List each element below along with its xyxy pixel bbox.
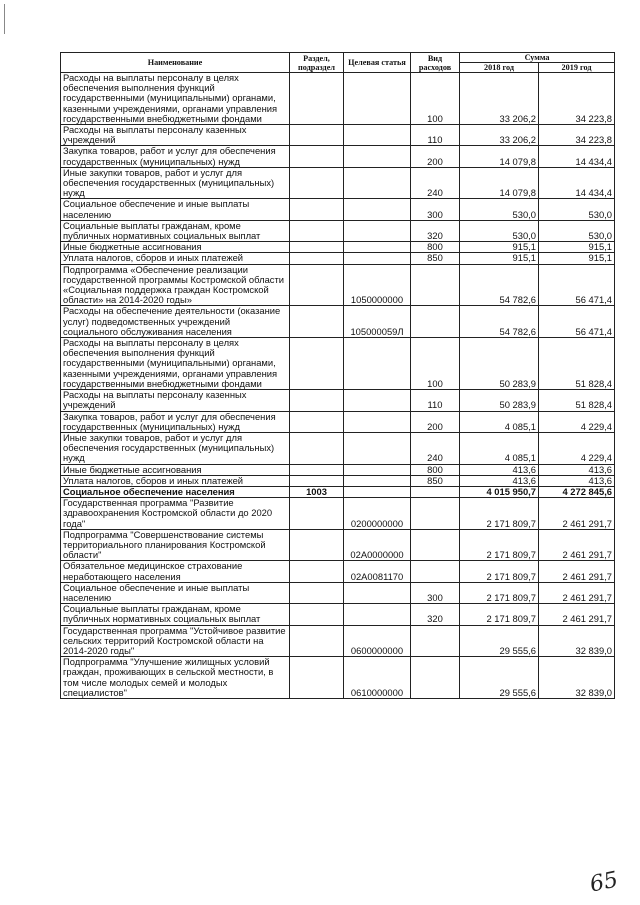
table-row bbox=[61, 657, 615, 699]
row-sum-2019: 2 461 291,7 bbox=[539, 582, 615, 603]
row-sum-2019: 32 839,0 bbox=[539, 657, 615, 699]
row-name: Иные бюджетные ассигнования bbox=[61, 242, 290, 253]
table-row bbox=[61, 390, 615, 411]
table-row bbox=[61, 464, 615, 475]
row-sum-2018: 4 015 950,7 bbox=[460, 486, 539, 497]
row-sum-2018: 2 171 809,7 bbox=[460, 582, 539, 603]
row-sum-2019: 4 272 845,6 bbox=[539, 486, 615, 497]
table-row bbox=[61, 242, 615, 253]
row-name: Социальные выплаты гражданам, кроме публичных нормативных социальных выплат bbox=[61, 220, 290, 241]
table-row bbox=[61, 125, 615, 146]
row-type: 200 bbox=[411, 411, 460, 432]
row-article bbox=[344, 125, 411, 146]
row-name: Социальное обеспечение и иные выплаты населению bbox=[61, 199, 290, 220]
row-name: Подпрограмма "Улучшение жилищных условий граждан, проживающих в сельской местности, в том числе молодых семей и молодых специалистов" bbox=[61, 657, 290, 699]
row-sum-2019: 2 461 291,7 bbox=[539, 561, 615, 582]
row-sum-2018: 413,6 bbox=[460, 475, 539, 486]
row-type bbox=[411, 561, 460, 582]
row-article bbox=[344, 411, 411, 432]
table-row bbox=[61, 220, 615, 241]
row-type: 850 bbox=[411, 475, 460, 486]
row-type bbox=[411, 486, 460, 497]
row-type: 800 bbox=[411, 464, 460, 475]
row-section bbox=[290, 529, 344, 561]
row-article bbox=[344, 390, 411, 411]
row-article: 0600000000 bbox=[344, 625, 411, 657]
row-name: Иные закупки товаров, работ и услуг для обеспечения государственных (муниципальных) нужд bbox=[61, 432, 290, 464]
row-name: Закупка товаров, работ и услуг для обеспечения государственных (муниципальных) нужд bbox=[61, 411, 290, 432]
row-name: Подпрограмма "Совершенствование системы территориального планирования Костромской области" bbox=[61, 529, 290, 561]
row-type: 200 bbox=[411, 146, 460, 167]
row-name: Государственная программа "Развитие здравоохранения Костромской области до 2020 года" bbox=[61, 498, 290, 530]
header-name: Наименование bbox=[61, 53, 290, 73]
table-row bbox=[61, 432, 615, 464]
row-sum-2018: 2 171 809,7 bbox=[460, 498, 539, 530]
row-section bbox=[290, 498, 344, 530]
row-article bbox=[344, 242, 411, 253]
row-section bbox=[290, 242, 344, 253]
row-name: Подпрограмма «Обеспечение реализации государственной программы Костромской области «Социальная поддержка граждан Костромской области» на 2014-2020 годы» bbox=[61, 264, 290, 306]
row-sum-2018: 413,6 bbox=[460, 464, 539, 475]
row-name: Иные бюджетные ассигнования bbox=[61, 464, 290, 475]
header-year-2018: 2018 год bbox=[460, 63, 539, 73]
row-sum-2018: 915,1 bbox=[460, 253, 539, 264]
row-sum-2018: 2 171 809,7 bbox=[460, 561, 539, 582]
row-article bbox=[344, 167, 411, 199]
row-type: 800 bbox=[411, 242, 460, 253]
row-sum-2019: 4 229,4 bbox=[539, 432, 615, 464]
row-section bbox=[290, 167, 344, 199]
row-article: 0200000000 bbox=[344, 498, 411, 530]
row-sum-2019: 2 461 291,7 bbox=[539, 604, 615, 625]
row-section bbox=[290, 464, 344, 475]
row-section bbox=[290, 390, 344, 411]
table-row bbox=[61, 625, 615, 657]
row-section bbox=[290, 146, 344, 167]
row-section bbox=[290, 625, 344, 657]
row-article bbox=[344, 253, 411, 264]
row-type bbox=[411, 306, 460, 338]
table-row bbox=[61, 582, 615, 603]
row-section bbox=[290, 338, 344, 390]
row-sum-2019: 530,0 bbox=[539, 199, 615, 220]
row-sum-2018: 50 283,9 bbox=[460, 338, 539, 390]
row-name: Расходы на обеспечение деятельности (оказание услуг) подведомственных учреждений социального обслуживания населения bbox=[61, 306, 290, 338]
row-article: 0610000000 bbox=[344, 657, 411, 699]
row-sum-2018: 29 555,6 bbox=[460, 657, 539, 699]
header-section: Раздел, подраздел bbox=[290, 53, 344, 73]
table-row bbox=[61, 475, 615, 486]
row-section bbox=[290, 306, 344, 338]
row-sum-2018: 50 283,9 bbox=[460, 390, 539, 411]
row-section: 1003 bbox=[290, 486, 344, 497]
table-row bbox=[61, 199, 615, 220]
row-sum-2018: 33 206,2 bbox=[460, 125, 539, 146]
table-header bbox=[61, 53, 615, 73]
row-section bbox=[290, 604, 344, 625]
row-sum-2019: 2 461 291,7 bbox=[539, 529, 615, 561]
row-sum-2019: 56 471,4 bbox=[539, 264, 615, 306]
row-sum-2018: 4 085,1 bbox=[460, 432, 539, 464]
row-sum-2018: 33 206,2 bbox=[460, 73, 539, 125]
row-sum-2019: 34 223,8 bbox=[539, 125, 615, 146]
budget-table bbox=[60, 52, 615, 699]
row-sum-2019: 51 828,4 bbox=[539, 338, 615, 390]
row-article bbox=[344, 582, 411, 603]
row-sum-2018: 4 085,1 bbox=[460, 411, 539, 432]
row-article: 02А0000000 bbox=[344, 529, 411, 561]
table-row bbox=[61, 167, 615, 199]
row-sum-2019: 2 461 291,7 bbox=[539, 498, 615, 530]
row-article bbox=[344, 604, 411, 625]
row-name: Закупка товаров, работ и услуг для обеспечения государственных (муниципальных) нужд bbox=[61, 146, 290, 167]
row-sum-2018: 29 555,6 bbox=[460, 625, 539, 657]
row-sum-2019: 56 471,4 bbox=[539, 306, 615, 338]
table-row bbox=[61, 338, 615, 390]
row-type: 110 bbox=[411, 390, 460, 411]
table-row bbox=[61, 73, 615, 125]
row-type: 320 bbox=[411, 604, 460, 625]
row-type: 240 bbox=[411, 432, 460, 464]
row-name: Расходы на выплаты персоналу в целях обеспечения выполнения функций государственными (муниципальными) органами, казенными учреждениями, органами управления государственными внебюджетными фондами bbox=[61, 338, 290, 390]
row-type: 850 bbox=[411, 253, 460, 264]
row-type bbox=[411, 529, 460, 561]
row-sum-2018: 54 782,6 bbox=[460, 264, 539, 306]
table-row bbox=[61, 264, 615, 306]
row-section bbox=[290, 411, 344, 432]
row-article: 105000059Л bbox=[344, 306, 411, 338]
row-name: Обязательное медицинское страхование неработающего населения bbox=[61, 561, 290, 582]
table-row bbox=[61, 604, 615, 625]
row-sum-2019: 915,1 bbox=[539, 253, 615, 264]
row-name: Уплата налогов, сборов и иных платежей bbox=[61, 253, 290, 264]
row-type bbox=[411, 625, 460, 657]
row-section bbox=[290, 475, 344, 486]
row-article bbox=[344, 464, 411, 475]
row-article bbox=[344, 338, 411, 390]
row-section bbox=[290, 253, 344, 264]
row-article bbox=[344, 73, 411, 125]
row-section bbox=[290, 657, 344, 699]
row-section bbox=[290, 73, 344, 125]
row-name: Расходы на выплаты персоналу в целях обеспечения выполнения функций государственными (муниципальными) органами, казенными учреждениями, органами управления государственными внебюджетными фондами bbox=[61, 73, 290, 125]
table-row bbox=[61, 411, 615, 432]
row-sum-2019: 4 229,4 bbox=[539, 411, 615, 432]
row-name: Уплата налогов, сборов и иных платежей bbox=[61, 475, 290, 486]
row-type: 320 bbox=[411, 220, 460, 241]
row-type: 300 bbox=[411, 582, 460, 603]
row-sum-2018: 14 079,8 bbox=[460, 167, 539, 199]
row-type bbox=[411, 657, 460, 699]
row-article bbox=[344, 475, 411, 486]
row-section bbox=[290, 432, 344, 464]
header-sum: Сумма bbox=[460, 53, 615, 63]
table-row bbox=[61, 253, 615, 264]
row-section bbox=[290, 582, 344, 603]
table-row bbox=[61, 146, 615, 167]
row-sum-2019: 14 434,4 bbox=[539, 146, 615, 167]
row-sum-2019: 413,6 bbox=[539, 475, 615, 486]
row-type: 110 bbox=[411, 125, 460, 146]
row-sum-2019: 915,1 bbox=[539, 242, 615, 253]
row-sum-2018: 915,1 bbox=[460, 242, 539, 253]
row-sum-2018: 2 171 809,7 bbox=[460, 529, 539, 561]
row-section bbox=[290, 220, 344, 241]
row-sum-2019: 34 223,8 bbox=[539, 73, 615, 125]
row-section bbox=[290, 199, 344, 220]
header-article: Целевая статья bbox=[344, 53, 411, 73]
row-sum-2019: 530,0 bbox=[539, 220, 615, 241]
row-type bbox=[411, 264, 460, 306]
row-sum-2018: 2 171 809,7 bbox=[460, 604, 539, 625]
row-article bbox=[344, 146, 411, 167]
table-row bbox=[61, 561, 615, 582]
row-sum-2019: 413,6 bbox=[539, 464, 615, 475]
row-sum-2019: 51 828,4 bbox=[539, 390, 615, 411]
row-sum-2018: 530,0 bbox=[460, 220, 539, 241]
row-sum-2019: 32 839,0 bbox=[539, 625, 615, 657]
page-number-handwritten: 65 bbox=[587, 867, 621, 898]
row-name: Расходы на выплаты персоналу казенных учреждений bbox=[61, 125, 290, 146]
row-type: 100 bbox=[411, 338, 460, 390]
row-type bbox=[411, 498, 460, 530]
row-section bbox=[290, 561, 344, 582]
row-article bbox=[344, 220, 411, 241]
row-name: Социальные выплаты гражданам, кроме публичных нормативных социальных выплат bbox=[61, 604, 290, 625]
row-sum-2018: 14 079,8 bbox=[460, 146, 539, 167]
row-article bbox=[344, 486, 411, 497]
header-year-2019: 2019 год bbox=[539, 63, 615, 73]
row-name: Социальное обеспечение населения bbox=[61, 486, 290, 497]
margin-mark bbox=[4, 4, 8, 34]
table-row bbox=[61, 529, 615, 561]
row-type: 300 bbox=[411, 199, 460, 220]
table-body bbox=[61, 73, 615, 699]
table-row bbox=[61, 498, 615, 530]
row-section bbox=[290, 264, 344, 306]
row-name: Иные закупки товаров, работ и услуг для обеспечения государственных (муниципальных) нужд bbox=[61, 167, 290, 199]
row-name: Социальное обеспечение и иные выплаты населению bbox=[61, 582, 290, 603]
row-sum-2019: 14 434,4 bbox=[539, 167, 615, 199]
row-type: 240 bbox=[411, 167, 460, 199]
row-sum-2018: 54 782,6 bbox=[460, 306, 539, 338]
row-article bbox=[344, 432, 411, 464]
row-article: 02А0081170 bbox=[344, 561, 411, 582]
row-section bbox=[290, 125, 344, 146]
row-sum-2018: 530,0 bbox=[460, 199, 539, 220]
row-article: 1050000000 bbox=[344, 264, 411, 306]
header-type: Вид расходов bbox=[411, 53, 460, 73]
row-name: Государственная программа "Устойчивое развитие сельских территорий Костромской области на 2014-2020 годы" bbox=[61, 625, 290, 657]
table-row bbox=[61, 306, 615, 338]
row-name: Расходы на выплаты персоналу казенных учреждений bbox=[61, 390, 290, 411]
table-row bbox=[61, 486, 615, 497]
row-type: 100 bbox=[411, 73, 460, 125]
row-article bbox=[344, 199, 411, 220]
